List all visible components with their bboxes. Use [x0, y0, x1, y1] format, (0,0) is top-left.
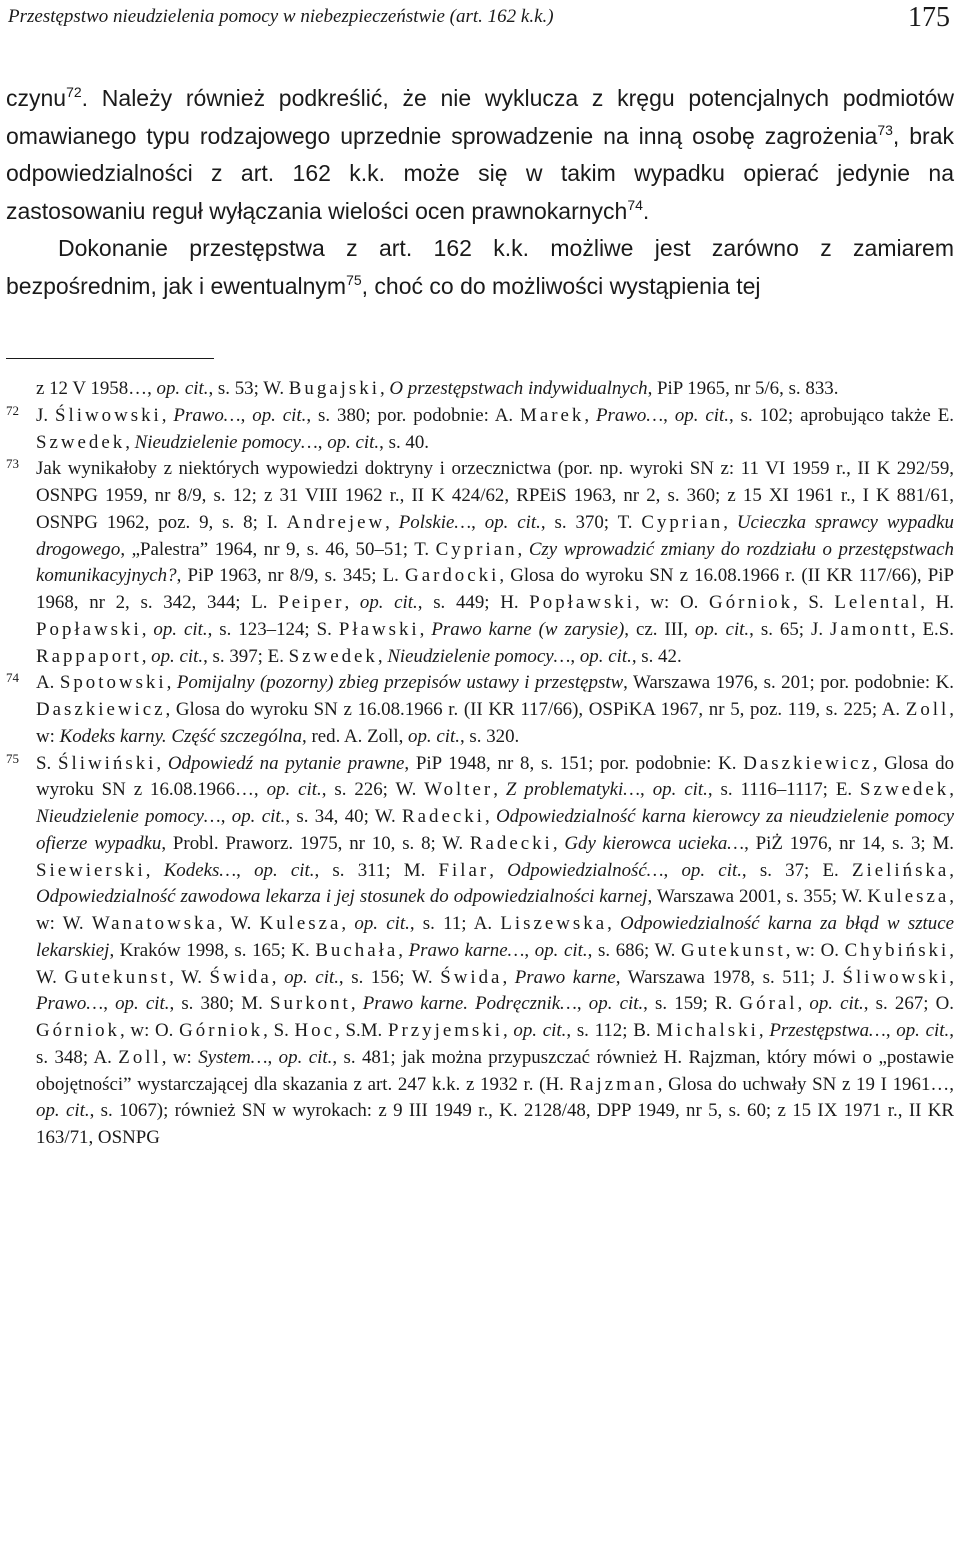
citation-text: , s. 348; A. [36, 1020, 954, 1068]
author-name: Śliwowski [55, 404, 162, 426]
citation-title: op. cit. [156, 378, 209, 399]
citation-title: Odpowiedzialność… [507, 859, 664, 881]
citation-title: Kodeks karny. Część szczególna [59, 725, 303, 747]
footnote-reference: 74 [627, 196, 643, 213]
author-name: Górniok [709, 592, 794, 613]
citation-title: Odpowiedź na pytanie prawne [167, 752, 405, 774]
citation-text: , s. 53; W. [208, 378, 289, 399]
footnote [6, 456, 954, 670]
citation-text: , Warszawa 2001, s. 355; W. [647, 886, 868, 908]
author-name: Filar [438, 859, 490, 881]
citation-title: op. cit. [327, 431, 380, 453]
citation-title: Nieudzielenie pomocy… [387, 645, 571, 667]
citation-text: , [524, 939, 535, 961]
citation-text: , [797, 993, 810, 1015]
citation-text: , s. 1067); również SN w wyrokach: z 9 III 1949 r., K. 2128/48, DPP 1949, nr 5, s. 60; z 15 IX 1971 r., II KR 163/71, OSNPG [36, 1100, 954, 1148]
page-header [8, 2, 952, 32]
citation-text: , cz. III, [624, 618, 695, 640]
citation-title: op. cit. [254, 859, 315, 881]
author-name: Szwedek [36, 431, 126, 453]
author-name: Michalski [656, 1020, 759, 1041]
citation-text: Jak wynikałoby z niektórych wypowiedzi doktryny i orzecznictwa (por. np. wyroki SN z: 11 VI 1959 r., II K 292/59, OSNPG 1959, nr 8/9, s. 12; z 31 VIII 1962 r., II K 424/62, RPEiS 1963, nr 2, s. 360; z 15 XI 1961 r., I K 881/61, OSNPG 1962, poz. 9, s. 8; I. [36, 458, 954, 533]
citation-text: , PiP 1948, nr 8, s. 151; por. podobnie: K. [404, 752, 744, 774]
citation-text: , [103, 993, 116, 1015]
citation-title: Polskie… [398, 511, 472, 533]
citation-text: , [885, 1020, 897, 1041]
footnote [6, 376, 954, 403]
citation-text: , s. 311; M. [314, 859, 439, 881]
author-name: Radecki [402, 806, 485, 827]
citation-text: , [220, 806, 232, 827]
author-name: Popławski [36, 618, 142, 640]
author-name: Gardocki [405, 565, 500, 587]
citation-text: , s. 449; H. [417, 592, 530, 613]
citation-text: , PiP 1963, nr 8/9, s. 345; L. [176, 565, 406, 587]
citation-text: , [385, 511, 399, 533]
citation-text: , s. 267; O. [863, 993, 954, 1015]
citation-text: , W. [169, 966, 210, 988]
citation-text: , s. 159; R. [643, 993, 740, 1015]
citation-text: , s. 156; W. [338, 966, 441, 988]
citation-text: , Glosa do wyroku SN z 16.08.1966 r. (II KR 117/66), OSPiKA 1967, nr 5, poz. 119, s. 225; A. [165, 699, 906, 720]
citation-text: , s. 380; por. podobnie: A. [306, 404, 521, 426]
citation-text: J. [36, 404, 55, 426]
citation-text: , [576, 993, 589, 1015]
citation-text: , S. [263, 1020, 295, 1041]
citation-title: op. cit. [408, 725, 460, 747]
citation-text: , Kraków 1998, s. 165; K. [109, 939, 316, 961]
citation-text: , [949, 859, 954, 881]
author-name: Zoll [905, 699, 950, 720]
citation-text: , s. 320. [459, 725, 520, 747]
citation-title: op. cit. [674, 404, 729, 426]
citation-text: , [489, 859, 508, 881]
citation-text: , Glosa do wyroku SN z 16.08.1966…, [36, 752, 955, 801]
citation-text: , Probl. Praworz. 1975, nr 10, s. 8; W. [161, 832, 470, 854]
citation-text: , s. 226; W. [321, 779, 425, 801]
footnote-number: 73 [6, 456, 19, 472]
author-name: Góral [739, 993, 798, 1015]
citation-title: op. cit. [151, 645, 204, 667]
footnote-reference: 73 [877, 121, 893, 138]
citation-title: Odpowiedzialność zawodowa lekarza i jej stosunek do odpowiedzialności karnej [36, 886, 648, 908]
citation-text: , s. 1116–1117; E. [707, 779, 861, 801]
author-name: Siewierski [36, 859, 146, 881]
citation-title: Kodeks… [163, 859, 237, 881]
citation-text: , Glosa do uchwały SN z 19 I 1961…, [657, 1073, 954, 1095]
author-name: Kulesza [259, 913, 342, 934]
author-name: Cyprian [435, 538, 518, 560]
citation-text: , PiP 1965, nr 5/6, s. 833. [647, 378, 839, 399]
paragraph [6, 80, 954, 230]
citation-text: z 12 V 1958…, [36, 378, 157, 399]
citation-text: , Warszawa 1976, s. 201; por. podobnie: K. [623, 672, 954, 694]
citation-text: , [493, 779, 506, 801]
citation-title: Prawo karne… [408, 939, 525, 961]
citation-text: , [607, 913, 621, 934]
citation-title: Gdy kierowca ucieka… [564, 832, 745, 854]
author-name: Hoc [294, 1020, 336, 1041]
citation-text: , w: [161, 1046, 199, 1068]
citation-text: , „Palestra” 1964, nr 9, s. 46, 50–51; T. [120, 538, 436, 560]
author-name: Gutekunst [681, 939, 786, 961]
author-name: Peiper [278, 592, 345, 613]
citation-text: , [350, 993, 363, 1015]
citation-title: op. cit. [153, 618, 208, 640]
citation-text: , s. 11; A. [409, 913, 501, 934]
citation-text: , [141, 645, 152, 667]
author-name: Daszkiewicz [743, 752, 873, 774]
citation-text: , s. 123–124; S. [207, 618, 339, 640]
citation-text: , [156, 752, 168, 774]
citation-title: Prawo… [595, 404, 664, 426]
footnotes [6, 376, 954, 1152]
footnote-number: 74 [6, 670, 19, 686]
footnote-reference: 75 [346, 271, 362, 288]
citation-title: op. cit. [266, 779, 322, 801]
citation-title: op. cit. [588, 993, 644, 1015]
author-name: Szwedek [860, 779, 950, 801]
citation-text: , [379, 378, 390, 399]
citation-text: , [723, 511, 737, 533]
footnote-reference: 72 [66, 84, 82, 100]
citation-text: , [166, 672, 177, 694]
citation-title: op. cit. [484, 511, 541, 533]
citation-text: , [341, 913, 355, 934]
author-name: Górniok [179, 1020, 264, 1041]
text-run: Dokonanie przestępstwa z art. 162 k.k. możliwe jest zarówno z zamiarem bezpośrednim, jak i ewentualnym [6, 235, 954, 299]
author-name: Przyjemski [387, 1020, 503, 1041]
author-name: Świda [440, 966, 503, 988]
author-name: Śliwowski [842, 966, 950, 988]
author-name: Zielińska [851, 859, 950, 881]
citation-title: Odpowiedzialność karna kierowcy za nieudzielenie pomocy ofierze wypadku [36, 806, 955, 854]
citation-text: , s. 397; E. [203, 645, 289, 667]
citation-text: , s. 37; E. [741, 859, 852, 881]
citation-title: op. cit. [896, 1020, 950, 1041]
citation-text: , H. [920, 592, 955, 613]
author-name: Chybiński [844, 939, 950, 961]
citation-title: Z problematyki… [505, 779, 641, 801]
author-name: Buchała [315, 939, 399, 961]
citation-title: Prawo… [36, 993, 104, 1015]
citation-text: , PiŻ 1976, nr 14, s. 3; M. [744, 832, 954, 854]
citation-text: , E.S. [910, 618, 955, 640]
citation-title: Prawo… [173, 404, 241, 426]
citation-title: op. cit. [652, 779, 708, 801]
citation-title: Prawo karne. Podręcznik… [362, 993, 577, 1015]
citation-title: op. cit. [579, 645, 632, 667]
citation-text: , w: O. [785, 939, 845, 961]
citation-text: , w: O. [635, 592, 710, 613]
citation-title: Nieudzielenie pomocy… [134, 431, 318, 453]
citation-title: op. cit. [694, 618, 750, 640]
citation-text: , [377, 645, 388, 667]
citation-text: , [317, 431, 328, 453]
citation-text: , s. 42. [631, 645, 682, 667]
citation-text: , w: W. [36, 886, 954, 934]
paragraph [6, 230, 954, 305]
citation-text: , [949, 966, 954, 988]
text-run: . Należy również podkreślić, że nie wyklucza z kręgu potencjalnych podmiotów omawianego typu rodzajowego uprzednie sprowadzenie na inną osobę zagrożenia [6, 85, 954, 149]
citation-text: , [502, 966, 515, 988]
citation-text: , [663, 859, 682, 881]
citation-title: op. cit. [513, 1020, 567, 1041]
citation-text: , [161, 404, 174, 426]
citation-title: op. cit. [252, 404, 307, 426]
citation-title: op. cit. [115, 993, 170, 1015]
author-name: Liszewska [500, 913, 608, 934]
running-title: Przestępstwo nieudzielenia pomocy w niebezpieczeństwie (art. 162 k.k.) [8, 6, 554, 27]
citation-text: , [398, 939, 409, 961]
citation-text: , S.M. [335, 1020, 388, 1041]
citation-title: System… [198, 1046, 268, 1068]
citation-text: , red. A. Zoll, [302, 725, 409, 747]
author-name: Pławski [338, 618, 420, 640]
citation-text: , [663, 404, 675, 426]
author-name: Marek [520, 404, 585, 426]
citation-text: , [758, 1020, 770, 1041]
citation-text: , s. 370; T. [540, 511, 642, 533]
author-name: Cyprian [641, 511, 724, 533]
citation-text: , W. [36, 939, 954, 988]
citation-title: op. cit. [354, 913, 410, 934]
citation-text: , s. 481; jak można przypuszczać również H. Rajzman, który mówi o „postawie obojętności” wystarczającej dla skazania z art. 247 k.k. z 1932 r. (H. [36, 1046, 954, 1095]
citation-title: op. cit. [36, 1100, 90, 1122]
footnote [6, 403, 954, 457]
citation-text: , s. 34, 40; W. [285, 806, 403, 827]
citation-text: , s. 112; B. [566, 1020, 657, 1041]
citation-title: op. cit. [278, 1046, 333, 1068]
footnote [6, 751, 954, 1152]
citation-text: , W. [217, 913, 260, 934]
author-name: Wanatowska [91, 913, 218, 934]
citation-text: A. [36, 672, 60, 694]
author-name: Spotowski [59, 672, 167, 694]
citation-text: S. [36, 752, 59, 774]
footnote [6, 670, 954, 750]
author-name: Popławski [529, 592, 635, 613]
author-name: Surkont [269, 993, 351, 1015]
footnote-separator [6, 358, 214, 359]
author-name: Górniok [36, 1020, 120, 1041]
citation-text: , s. 686; W. [587, 939, 682, 961]
citation-text: , [517, 538, 529, 560]
author-name: Wolter [424, 779, 494, 801]
citation-title: Nieudzielenie pomocy… [36, 806, 221, 827]
author-name: Gutekunst [64, 966, 170, 988]
citation-text: , [145, 859, 164, 881]
citation-text: , Warszawa 1978, s. 511; J. [615, 966, 843, 988]
citation-title: Przestępstwa… [769, 1020, 886, 1041]
author-name: Szwedek [288, 645, 378, 667]
citation-text: , [344, 592, 360, 613]
author-name: Lelental [834, 592, 921, 613]
citation-text: , s. 40. [379, 431, 430, 453]
citation-text: , s. 380; M. [169, 993, 270, 1015]
citation-text: , [484, 806, 496, 827]
citation-title: op. cit. [284, 966, 339, 988]
text-run: , choć co do możliwości wystąpienia tej [361, 272, 761, 299]
citation-text: , [949, 779, 954, 801]
citation-text: , [502, 1020, 514, 1041]
citation-title: Odpowiedzialność karna za błąd w sztuce lekarskiej [36, 913, 955, 961]
citation-title: Pomijalny (pozorny) zbieg przepisów ustawy i przestępstw [176, 672, 624, 694]
citation-text: , [471, 511, 485, 533]
text-run: , brak odpowiedzialności z art. 162 k.k. może się w takim wypadku opierać jedynie na zastosowaniu reguł wyłączania wielości ocen prawnokarnych [6, 122, 954, 224]
citation-title: op. cit. [359, 592, 418, 613]
author-name: Radecki [469, 832, 553, 854]
footnote-number: 72 [6, 402, 19, 418]
citation-text: , [236, 859, 255, 881]
author-name: Andrejew [286, 511, 386, 533]
author-name: Świda [209, 966, 272, 988]
citation-text: , [584, 404, 596, 426]
citation-title: O przestępstwach indywidualnych [389, 378, 648, 399]
citation-text: , Glosa do wyroku SN z 16.08.1966 r. (II KR 117/66), PiP 1968, nr 2, s. 342, 344; L. [36, 565, 954, 613]
author-name: Bugajski [288, 378, 380, 399]
citation-title: Czy wprowadzić zmiany do rozdziału o przestępstwach komunikacyjnych? [36, 538, 954, 587]
author-name: Jamontt [830, 618, 911, 640]
citation-text: , [267, 1046, 279, 1068]
citation-title: Prawo karne (w zarysie) [431, 618, 625, 640]
citation-text: , [240, 404, 253, 426]
footnote-number: 75 [6, 750, 19, 766]
citation-text: , [125, 431, 135, 453]
main-text [6, 80, 954, 306]
citation-title: Ucieczka sprawcy wypadku drogowego [36, 511, 954, 560]
text-run: . [642, 197, 650, 224]
citation-text: , [570, 645, 580, 667]
author-name: Rajzman [569, 1073, 658, 1095]
citation-text: , S. [793, 592, 835, 613]
page-number: 175 [908, 2, 950, 33]
citation-title: op. cit. [809, 993, 864, 1015]
citation-text: , [640, 779, 653, 801]
author-name: Śliwiński [58, 752, 157, 774]
citation-title: op. cit. [534, 939, 588, 961]
author-name: Zoll [118, 1046, 162, 1068]
citation-text: , s. 102; aprobująco także E. [728, 404, 954, 426]
citation-title: op. cit. [681, 859, 742, 881]
citation-text: , w: [36, 699, 954, 747]
citation-text: , [552, 832, 565, 854]
author-name: Daszkiewicz [36, 699, 166, 720]
citation-text: , s. 65; J. [749, 618, 831, 640]
citation-text: , w: O. [119, 1020, 180, 1041]
citation-text: , [141, 618, 154, 640]
text-run: czynu [6, 85, 67, 111]
citation-text: , [271, 966, 285, 988]
author-name: Kulesza [867, 886, 950, 908]
citation-title: Prawo karne [514, 966, 616, 988]
author-name: Rappaport [36, 645, 142, 667]
citation-title: op. cit. [231, 806, 286, 827]
citation-text: , [419, 618, 432, 640]
